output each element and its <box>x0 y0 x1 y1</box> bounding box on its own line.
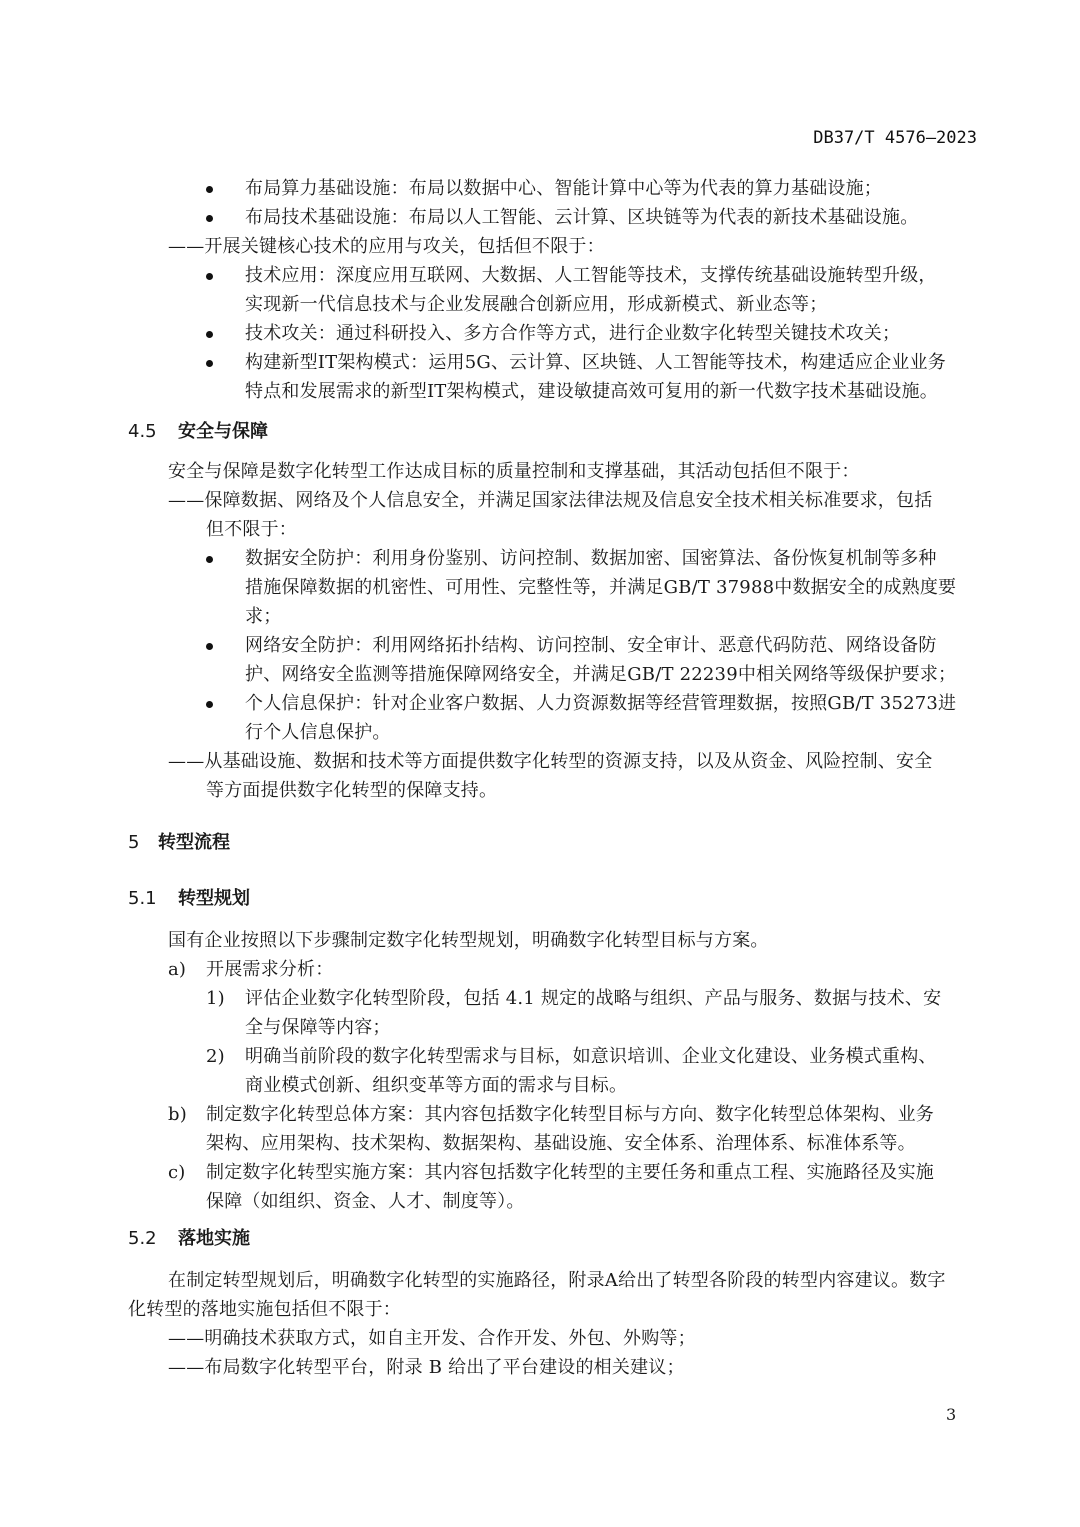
section-number: 5.2 <box>128 1228 157 1249</box>
list-item-continuation: 保障（如组织、资金、人才、制度等）。 <box>206 1191 525 1212</box>
list-item-continuation: 实现新一代信息技术与企业发展融合创新应用，形成新模式、新业态等； <box>245 294 828 315</box>
list-item-continuation: 特点和发展需求的新型IT架构模式，建设敏捷高效可复用的新一代数字技术基础设施。 <box>245 381 938 402</box>
section-title: 落地实施 <box>178 1228 250 1249</box>
list-item-continuation: 行个人信息保护。 <box>245 722 391 743</box>
list-item: 开展需求分析： <box>206 959 334 980</box>
dash-item: ——布局数字化转型平台，附录 B 给出了平台建设的相关建议； <box>168 1357 685 1378</box>
list-item-continuation: 护、网络安全监测等措施保障网络安全，并满足GB/T 22239中相关网络等级保护要求； <box>245 664 957 685</box>
section-heading-5-2 <box>128 1227 250 1251</box>
paragraph: 国有企业按照以下步骤制定数字化转型规划，明确数字化转型目标与方案。 <box>168 930 769 951</box>
list-item-continuation: 求； <box>245 606 282 627</box>
section-heading-5-1 <box>128 887 250 911</box>
list-item-continuation: 措施保障数据的机密性、可用性、完整性等，并满足GB/T 37988中数据安全的成熟度要 <box>245 577 957 598</box>
list-item: 网络安全防护：利用网络拓扑结构、访问控制、安全审计、恶意代码防范、网络设备防 <box>245 635 937 656</box>
bullet-icon <box>206 360 213 367</box>
section-heading-4-5 <box>128 420 268 444</box>
list-item: 制定数字化转型总体方案：其内容包括数字化转型目标与方向、数字化转型总体架构、业务 <box>206 1104 934 1125</box>
paragraph-continuation: 化转型的落地实施包括但不限于： <box>128 1299 401 1320</box>
list-item: 布局技术基础设施：布局以人工智能、云计算、区块链等为代表的新技术基础设施。 <box>245 207 919 228</box>
dash-item: ——开展关键核心技术的应用与攻关，包括但不限于： <box>168 236 605 257</box>
section-number: 5.1 <box>128 888 157 909</box>
list-label: c) <box>168 1162 186 1183</box>
section-title: 转型流程 <box>158 832 230 853</box>
sub-list-item: 评估企业数字化转型阶段，包括 4.1 规定的战略与组织、产品与服务、数据与技术、安 <box>245 988 942 1009</box>
list-item: 布局算力基础设施：布局以数据中心、智能计算中心等为代表的算力基础设施； <box>245 178 882 199</box>
bullet-icon <box>206 215 213 222</box>
sub-list-item-continuation: 商业模式创新、组织变革等方面的需求与目标。 <box>245 1075 628 1096</box>
list-item: 构建新型IT架构模式：运用5G、云计算、区块链、人工智能等技术，构建适应企业业务 <box>245 352 946 373</box>
section-title: 转型规划 <box>178 888 250 909</box>
bullet-icon <box>206 701 213 708</box>
dash-item: ——从基础设施、数据和技术等方面提供数字化转型的资源支持，以及从资金、风险控制、安全 <box>168 751 933 772</box>
section-number: 5 <box>128 832 140 853</box>
section-title: 安全与保障 <box>178 421 268 442</box>
sub-list-item-continuation: 全与保障等内容； <box>245 1017 391 1038</box>
document-code: DB37/T 4576—2023 <box>813 128 977 148</box>
list-item: 技术应用：深度应用互联网、大数据、人工智能等技术，支撑传统基础设施转型升级， <box>245 265 937 286</box>
list-item: 个人信息保护：针对企业客户数据、人力资源数据等经营管理数据，按照GB/T 35273进 <box>245 693 957 714</box>
dash-item: ——明确技术获取方式，如自主开发、合作开发、外包、外购等； <box>168 1328 696 1349</box>
sub-list-label: 2) <box>206 1046 225 1067</box>
bullet-icon <box>206 331 213 338</box>
dash-item: ——保障数据、网络及个人信息安全，并满足国家法律法规及信息安全技术相关标准要求，包括 <box>168 490 933 511</box>
list-label: b) <box>168 1104 187 1125</box>
paragraph: 在制定转型规划后，明确数字化转型的实施路径，附录A给出了转型各阶段的转型内容建议。数字 <box>168 1270 946 1291</box>
list-item: 技术攻关：通过科研投入、多方合作等方式，进行企业数字化转型关键技术攻关； <box>245 323 901 344</box>
list-item-continuation: 架构、应用架构、技术架构、数据架构、基础设施、安全体系、治理体系、标准体系等。 <box>206 1133 916 1154</box>
bullet-icon <box>206 556 213 563</box>
section-heading-5 <box>128 831 230 855</box>
bullet-icon <box>206 643 213 650</box>
paragraph: 安全与保障是数字化转型工作达成目标的质量控制和支撑基础，其活动包括但不限于： <box>168 461 860 482</box>
dash-item-continuation: 等方面提供数字化转型的保障支持。 <box>206 780 498 801</box>
list-label: a) <box>168 959 187 980</box>
bullet-icon <box>206 186 213 193</box>
page-number: 3 <box>946 1405 957 1424</box>
dash-item-continuation: 但不限于： <box>206 519 297 540</box>
list-item: 制定数字化转型实施方案：其内容包括数字化转型的主要任务和重点工程、实施路径及实施 <box>206 1162 934 1183</box>
section-number: 4.5 <box>128 421 157 442</box>
sub-list-item: 明确当前阶段的数字化转型需求与目标，如意识培训、企业文化建设、业务模式重构、 <box>245 1046 937 1067</box>
bullet-icon <box>206 273 213 280</box>
sub-list-label: 1) <box>206 988 225 1009</box>
list-item: 数据安全防护：利用身份鉴别、访问控制、数据加密、国密算法、备份恢复机制等多种 <box>245 548 937 569</box>
